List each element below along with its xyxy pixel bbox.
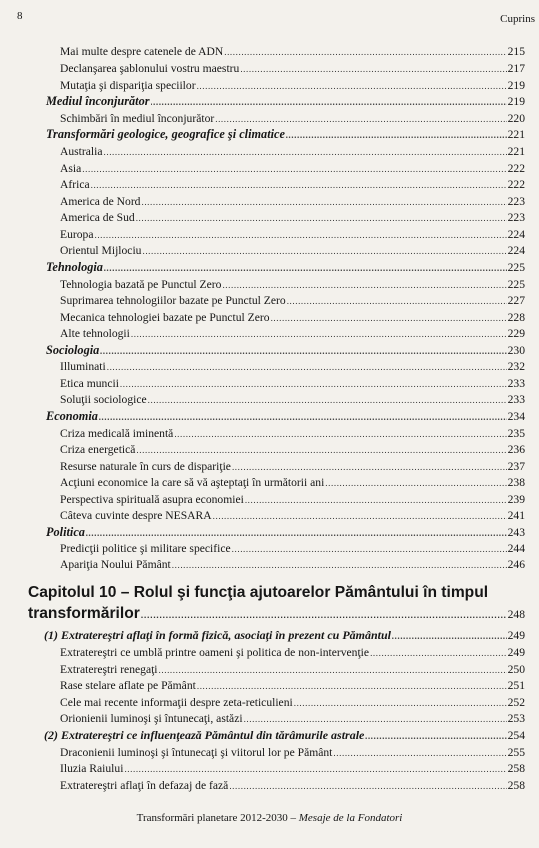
- toc-section-title: Politica: [46, 525, 85, 539]
- toc-entry[interactable]: [60, 162, 525, 176]
- toc-subsection-title: (1) Extratereştri aflaţi în formă fizică, asociaţi în prezent cu Pământul: [44, 628, 392, 642]
- toc-entry[interactable]: [60, 294, 525, 308]
- page-number: 8: [17, 10, 23, 22]
- toc-entry[interactable]: [60, 195, 525, 209]
- toc-entry-title: Mutaţia şi dispariţia speciilor: [60, 79, 196, 92]
- toc-entry-page: 221: [507, 145, 525, 158]
- toc-entry-title: Etica muncii: [60, 377, 119, 390]
- dot-leader: [107, 361, 507, 374]
- toc-subsection-title: (2) Extratereştri ce influenţează Pământul din tărâmurile astrale: [44, 728, 365, 742]
- toc-section[interactable]: [46, 344, 525, 358]
- toc-entry-page: 222: [507, 162, 525, 175]
- toc-entry-page: 225: [507, 278, 525, 291]
- dot-leader: [151, 96, 507, 109]
- toc-entry[interactable]: [60, 762, 525, 776]
- toc-entry[interactable]: [60, 393, 525, 407]
- toc-section[interactable]: [46, 261, 525, 275]
- footer-text: Transformări planetare 2012-2030 –: [136, 812, 299, 824]
- dot-leader: [392, 630, 507, 643]
- toc-entry-title: Extratereştri ce umblă printre oameni şi politica de non-intervenţie: [60, 646, 370, 659]
- toc-entry[interactable]: [60, 427, 525, 441]
- toc-entry-page: 241: [507, 509, 525, 522]
- dot-leader: [91, 179, 507, 192]
- toc-entry-page: 233: [507, 393, 525, 406]
- toc-section[interactable]: [46, 526, 525, 540]
- dot-leader: [136, 212, 507, 225]
- dot-leader: [333, 747, 506, 760]
- dot-leader: [245, 494, 507, 507]
- dot-leader: [136, 444, 506, 457]
- toc-entry-page: 253: [507, 712, 525, 725]
- toc-entry[interactable]: [60, 62, 525, 76]
- dot-leader: [370, 647, 507, 660]
- toc-entry[interactable]: [60, 360, 525, 374]
- toc-entry-title: Câteva cuvinte despre NESARA: [60, 509, 212, 522]
- toc-entry[interactable]: [60, 145, 525, 159]
- toc-entry-title: Cele mai recente informaţii despre zeta-reticulieni: [60, 696, 293, 709]
- toc-entry-page: 224: [507, 244, 525, 257]
- toc-entry-title: Europa: [60, 228, 94, 241]
- toc-entry-page: 235: [507, 427, 525, 440]
- toc-entry[interactable]: [60, 493, 525, 507]
- toc-section[interactable]: [46, 128, 525, 142]
- toc-entry-title: Extratereştri renegaţi: [60, 663, 158, 676]
- dot-leader: [99, 411, 507, 424]
- toc-entry[interactable]: [60, 112, 525, 126]
- toc-entry[interactable]: [60, 746, 525, 760]
- toc-entry-title: Africa: [60, 178, 90, 191]
- toc-entry-page: 217: [507, 62, 525, 75]
- dot-leader: [294, 697, 507, 710]
- toc-entry[interactable]: [60, 79, 525, 93]
- toc-entry[interactable]: [60, 558, 525, 572]
- toc-section-page: 243: [507, 526, 525, 539]
- chapter-page: 248: [507, 608, 525, 621]
- toc-entry-title: Predicţii politice şi militare specifice: [60, 542, 231, 555]
- toc-entry-title: Rase stelare aflate pe Pământ: [60, 679, 196, 692]
- toc-entry-page: 233: [507, 377, 525, 390]
- toc-entry-page: 250: [507, 663, 525, 676]
- toc-section-title: Tehnologia: [46, 260, 103, 274]
- dot-leader: [104, 146, 507, 159]
- dot-leader: [131, 328, 507, 341]
- toc-entry[interactable]: [60, 45, 525, 59]
- toc-entry-page: 249: [507, 646, 525, 659]
- dot-leader: [94, 229, 506, 242]
- dot-leader: [124, 763, 506, 776]
- dot-leader: [141, 196, 506, 209]
- toc-entry-title: Perspectiva spirituală asupra economiei: [60, 493, 244, 506]
- dot-leader: [229, 780, 506, 793]
- toc-section-page: 221: [507, 128, 525, 141]
- toc-entry-page: 232: [507, 360, 525, 373]
- dot-leader: [232, 543, 507, 556]
- toc-entry[interactable]: [60, 476, 525, 490]
- toc-entry[interactable]: [60, 646, 525, 660]
- dot-leader: [365, 730, 506, 743]
- toc-entry-page: 238: [507, 476, 525, 489]
- toc-entry-page: 255: [507, 746, 525, 759]
- toc-entry-page: 237: [507, 460, 525, 473]
- dot-leader: [215, 113, 506, 126]
- toc-entry-title: Alte tehnologii: [60, 327, 130, 340]
- footer-italic: Mesaje de la Fondatori: [298, 812, 403, 824]
- toc-entry-page: 244: [507, 542, 525, 555]
- toc-entry[interactable]: [60, 696, 525, 710]
- dot-leader: [271, 312, 507, 325]
- toc-entry[interactable]: [60, 663, 525, 677]
- toc-entry-page: 227: [507, 294, 525, 307]
- toc-entry-title: Extratereştri aflaţi în defazaj de fază: [60, 779, 229, 792]
- toc-entry-page: 223: [507, 211, 525, 224]
- toc-subsection[interactable]: [44, 629, 525, 643]
- toc-entry-title: Declanşarea şablonului vostru maestru: [60, 62, 240, 75]
- toc-entry-page: 239: [507, 493, 525, 506]
- toc-entry[interactable]: [60, 712, 525, 726]
- toc-section-title: Mediul înconjurător: [46, 94, 150, 108]
- toc-entry-page: 224: [507, 228, 525, 241]
- toc-entry-title: Australia: [60, 145, 103, 158]
- toc-entry[interactable]: [60, 460, 525, 474]
- dot-leader: [104, 262, 507, 275]
- toc-entry-page: 258: [507, 762, 525, 775]
- toc-entry-page: 258: [507, 779, 525, 792]
- toc-entry-title: Orionienii luminoşi şi întunecaţi, astăzi: [60, 712, 243, 725]
- toc-section[interactable]: [46, 410, 525, 424]
- dot-leader: [174, 428, 506, 441]
- dot-leader: [197, 80, 507, 93]
- toc-entry-title: America de Sud: [60, 211, 135, 224]
- dot-leader: [222, 279, 506, 292]
- toc-entry[interactable]: [60, 679, 525, 693]
- dot-leader: [213, 510, 507, 523]
- toc-entry[interactable]: [60, 311, 525, 325]
- dot-leader: [197, 680, 507, 693]
- toc-entry-page: 246: [507, 558, 525, 571]
- dot-leader: [100, 345, 506, 358]
- dot-leader: [82, 163, 506, 176]
- dot-leader: [287, 295, 507, 308]
- toc-entry-title: Tehnologia bazată pe Punctul Zero: [60, 278, 222, 291]
- toc-entry-title: Illuminati: [60, 360, 106, 373]
- toc-entry-title: Suprimarea tehnologiilor bazate pe Punctul Zero: [60, 294, 286, 307]
- toc-entry[interactable]: [60, 228, 525, 242]
- toc-entry-title: Acţiuni economice la care să vă aşteptaţi în următorii ani: [60, 476, 325, 489]
- toc-entry-title: Iluzia Raiului: [60, 762, 124, 775]
- toc-section-title: Sociologia: [46, 343, 100, 357]
- toc-section-title: Transformări geologice, geografice şi climatice: [46, 127, 285, 141]
- toc-entry-title: Orientul Mijlociu: [60, 244, 142, 257]
- toc-entry-title: Draconienii luminoşi şi întunecaţi şi viitorul lor pe Pământ: [60, 746, 333, 759]
- toc-entry[interactable]: [60, 779, 525, 793]
- toc-subsection-page: 249: [507, 629, 525, 642]
- dot-leader: [159, 664, 507, 677]
- dot-leader: [232, 461, 507, 474]
- chapter-title-line-2: transformărilor: [28, 605, 140, 622]
- toc-section-title: Economia: [46, 409, 98, 423]
- toc-section-page: 230: [507, 344, 525, 357]
- chapter-title-line-1[interactable]: Capitolul 10 – Rolul şi funcţia ajutoarelor Pământului în timpul: [28, 584, 489, 601]
- toc-entry-page: 223: [507, 195, 525, 208]
- toc-entry-title: Apariţia Noului Pământ: [60, 558, 171, 571]
- toc-entry-page: 219: [507, 79, 525, 92]
- toc-entry-title: Soluţii sociologice: [60, 393, 147, 406]
- toc-entry-title: Schimbări în mediul înconjurător: [60, 112, 215, 125]
- toc-entry-page: 228: [507, 311, 525, 324]
- toc-entry-page: 229: [507, 327, 525, 340]
- dot-leader: [142, 245, 506, 258]
- dot-leader: [86, 527, 507, 540]
- toc-entry-title: America de Nord: [60, 195, 141, 208]
- toc-entry-title: Mecanica tehnologiei bazate pe Punctul Zero: [60, 311, 270, 324]
- dot-leader: [148, 394, 507, 407]
- toc-entry[interactable]: [60, 509, 525, 523]
- toc-entry-title: Criza energetică: [60, 443, 136, 456]
- dot-leader: [172, 559, 507, 572]
- running-head: Cuprins: [500, 13, 535, 25]
- toc-entry[interactable]: [60, 327, 525, 341]
- chapter-heading[interactable]: [28, 605, 525, 624]
- dot-leader: [224, 46, 506, 59]
- toc-section[interactable]: [46, 95, 525, 109]
- toc-entry-page: 252: [507, 696, 525, 709]
- toc-entry[interactable]: [60, 443, 525, 457]
- toc-entry[interactable]: [60, 244, 525, 258]
- toc-subsection[interactable]: [44, 729, 525, 743]
- dot-leader: [286, 129, 507, 142]
- toc-entry-title: Mai multe despre catenele de ADN: [60, 45, 224, 58]
- toc-entry-title: Resurse naturale în curs de dispariţie: [60, 460, 231, 473]
- toc-entry[interactable]: [60, 211, 525, 225]
- toc-entry-page: 215: [507, 45, 525, 58]
- toc-entry-title: Criza medicală iminentă: [60, 427, 174, 440]
- toc-section-page: 219: [507, 95, 525, 108]
- toc-entry-page: 220: [507, 112, 525, 125]
- toc-entry-title: Asia: [60, 162, 82, 175]
- toc-entry[interactable]: [60, 178, 525, 192]
- dot-leader: [240, 63, 506, 76]
- toc-entry-page: 251: [507, 679, 525, 692]
- dot-leader: [141, 606, 507, 624]
- toc-entry[interactable]: [60, 377, 525, 391]
- toc-entry[interactable]: [60, 542, 525, 556]
- dot-leader: [120, 378, 507, 391]
- page-footer: [0, 812, 539, 824]
- toc-subsection-page: 254: [507, 729, 525, 742]
- toc-section-page: 234: [507, 410, 525, 423]
- toc-entry-page: 222: [507, 178, 525, 191]
- toc-entry[interactable]: [60, 278, 525, 292]
- dot-leader: [244, 713, 507, 726]
- toc-section-page: 225: [507, 261, 525, 274]
- dot-leader: [325, 477, 506, 490]
- toc-entry-page: 236: [507, 443, 525, 456]
